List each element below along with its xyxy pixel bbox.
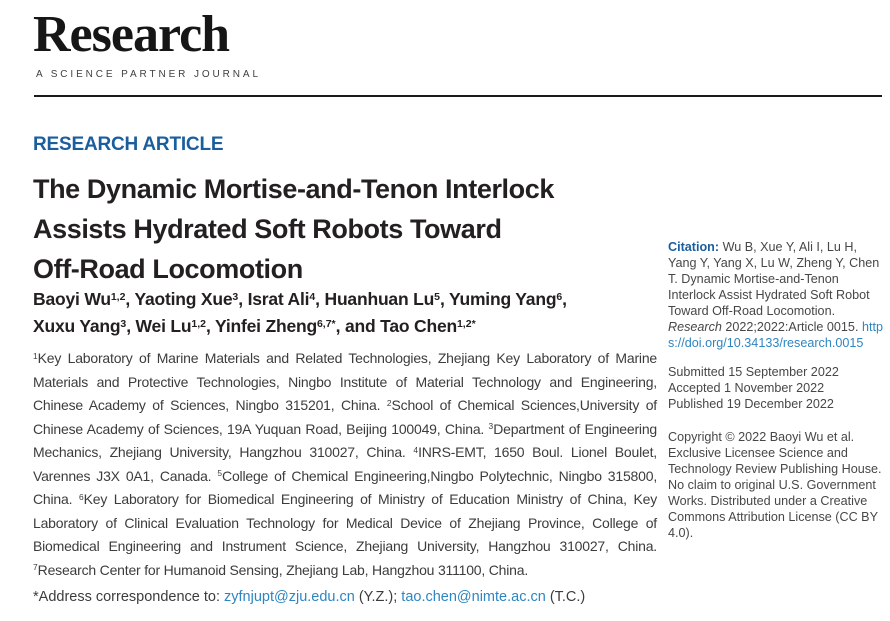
title-line: Off-Road Locomotion — [33, 254, 303, 284]
author-affiliation-sup: 6 — [556, 290, 563, 303]
author-affiliation-sup: 4 — [309, 290, 316, 303]
affiliation-text: INRS-EMT, 1650 Boul. Lionel Boulet, Varennes J3X 0A1, Canada. — [33, 444, 657, 484]
citation-label: Citation: — [668, 240, 720, 254]
affiliation-number: 7 — [33, 562, 38, 573]
article-info-sidebar — [668, 239, 884, 541]
affiliation-text: College of Chemical Engineering,Ningbo Polytechnic, Ningbo 315800, China. — [33, 467, 658, 507]
history-dates — [668, 364, 884, 412]
affiliation-number: 6 — [78, 491, 84, 502]
author-separator: , — [126, 316, 136, 336]
author-separator: , — [205, 316, 215, 336]
correspondence-suffix: (T.C.) — [545, 589, 586, 605]
correspondence-line — [33, 589, 585, 605]
history-date-line: Submitted 15 September 2022 — [668, 365, 839, 379]
citation-block — [668, 239, 884, 351]
author-affiliation-sup: 5 — [434, 290, 440, 303]
correspondence-mid: (Y.Z.); — [354, 589, 402, 605]
correspondence-email-yz[interactable]: zyfnjupt@zju.edu.cn — [224, 589, 355, 605]
author-affiliation-sup: 1,2 — [110, 290, 126, 303]
author-line — [33, 313, 673, 340]
title-line: Assists Hydrated Soft Robots Toward — [33, 214, 502, 244]
citation-journal-name: Research — [668, 320, 722, 334]
author-name: Yaoting Xue — [134, 289, 233, 309]
author-separator: , and — [335, 316, 381, 336]
author-affiliation-sup: 1,2 — [191, 317, 206, 330]
journal-tagline: A SCIENCE PARTNER JOURNAL — [36, 69, 261, 80]
author-name: Yuming Yang — [448, 289, 557, 309]
header-divider — [34, 95, 882, 97]
article-type-label: RESEARCH ARTICLE — [33, 134, 224, 155]
correspondence-prefix: *Address correspondence to: — [33, 589, 225, 605]
history-date-line: Published 19 December 2022 — [668, 397, 834, 411]
article-title — [33, 169, 554, 289]
author-separator: , — [238, 289, 248, 309]
author-name: Baoyi Wu — [33, 289, 111, 309]
affiliation-text: Research Center for Humanoid Sensing, Zhejiang Lab, Hangzhou 311100, China. — [37, 561, 529, 578]
affiliation-text: Key Laboratory of Marine Materials and Related Technologies, Zhejiang Key Laboratory of Marine Materials and Protective Technologies, Ningbo Institute of Material Technology and Engineering, Chinese Academy of Sciences, Ningbo 315201, China. — [33, 350, 657, 413]
affiliation-number: 5 — [217, 468, 223, 479]
author-line — [33, 286, 673, 313]
author-separator: , — [315, 289, 325, 309]
author-name: Tao Chen — [380, 316, 457, 336]
author-affiliation-sup: 1,2* — [456, 317, 476, 330]
title-line: The Dynamic Mortise-and-Tenon Interlock — [33, 174, 554, 204]
copyright-block: Copyright © 2022 Baoyi Wu et al. Exclusive Licensee Science and Technology Review Publishing House. No claim to original U.S. Government Works. Distributed under a Creative Commons Attribution License (CC BY 4.0). — [668, 430, 882, 540]
affiliation-number: 1 — [33, 350, 38, 361]
author-separator: , — [562, 289, 567, 309]
author-name: Huanhuan Lu — [324, 289, 435, 309]
doi-link[interactable]: https://doi.org/10.34133/research.0015 — [668, 320, 883, 350]
affiliation-text: School of Chemical Sciences,University of Chinese Academy of Sciences, 19A Yuquan Road, Beijing 100049, China. — [33, 397, 657, 437]
affiliations-paragraph — [33, 347, 657, 582]
affiliation-text: Key Laboratory for Biomedical Engineering of Ministry of Education Ministry of China, Key Laboratory of Clinical Evaluation Technology for Medical Device of Zhejiang Province, College of Biomedical Engineering and Instrument Science, Zhejiang University, Hangzhou 310027, China. — [33, 491, 657, 554]
correspondence-email-tc[interactable]: tao.chen@nimte.ac.cn — [401, 589, 546, 605]
author-list — [33, 286, 673, 340]
author-name: Wei Lu — [135, 316, 192, 336]
author-separator: , — [439, 289, 449, 309]
author-name: Israt Ali — [247, 289, 310, 309]
history-date-line: Accepted 1 November 2022 — [668, 381, 825, 395]
citation-volume-text: 2022;2022:Article 0015. — [721, 320, 862, 334]
author-affiliation-sup: 3 — [232, 290, 239, 303]
affiliation-number: 2 — [386, 397, 392, 408]
author-name: Xuxu Yang — [33, 316, 121, 336]
affiliation-number: 3 — [488, 421, 494, 432]
affiliation-text: Department of Engineering Mechanics, Zhejiang University, Hangzhou 310027, China. — [33, 420, 657, 460]
author-affiliation-sup: 6,7* — [316, 317, 336, 330]
author-name: Yinfei Zheng — [215, 316, 317, 336]
citation-text: Wu B, Xue Y, Ali I, Lu H, Yang Y, Yang X, Lu W, Zheng Y, Chen T. Dynamic Mortise-and-Tenon Interlock Assist Hydrated Soft Robot Toward Off-Road Locomotion. — [668, 240, 880, 318]
affiliation-number: 4 — [413, 444, 419, 455]
author-affiliation-sup: 3 — [120, 317, 127, 330]
journal-logo: Research — [33, 6, 230, 63]
author-separator: , — [125, 289, 135, 309]
